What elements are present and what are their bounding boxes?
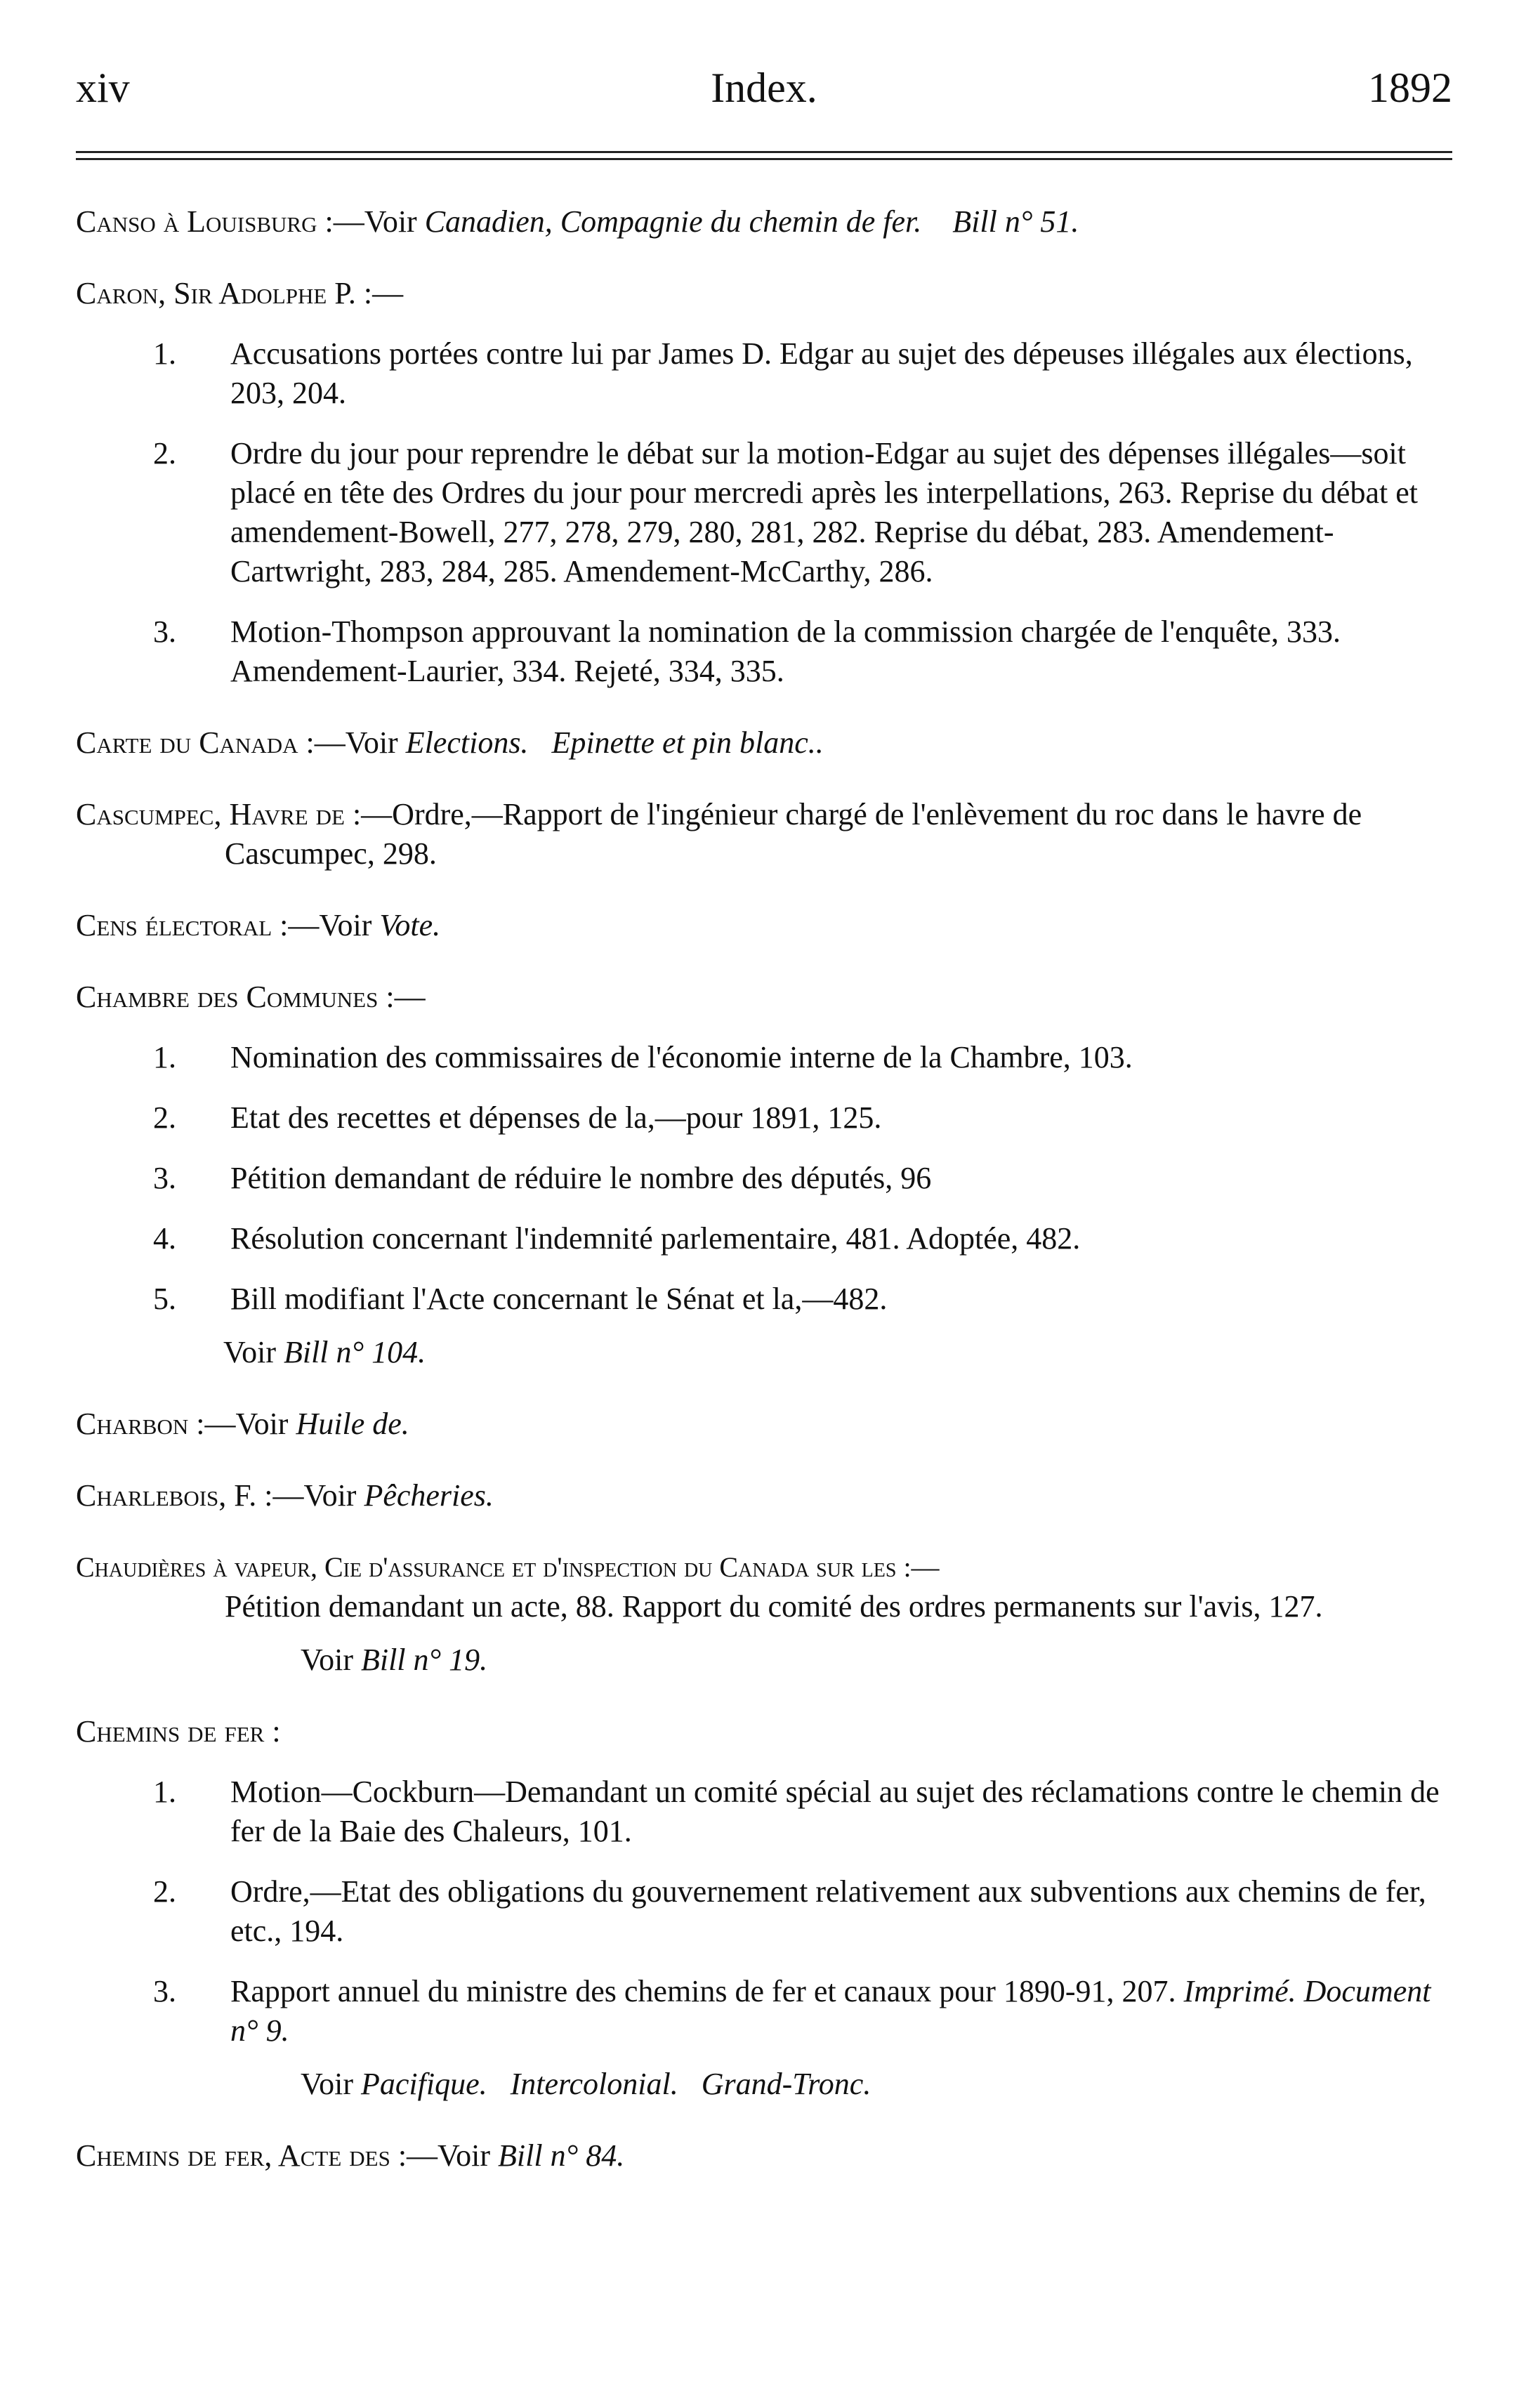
- list-item: [76, 1038, 1452, 1077]
- entry-carte: [76, 723, 1452, 763]
- item-text: Pétition demandant de réduire le nombre des députés, 96: [230, 1161, 932, 1195]
- see-also: [76, 1640, 1452, 1680]
- list-item: [76, 1772, 1452, 1851]
- page-header: [76, 67, 1452, 123]
- item-text: Ordre du jour pour reprendre le débat sur la motion-Edgar au sujet des dépenses illégales—soit placé en tête des Ordres du jour pour mercredi après les interpellations, 263. Reprise du débat et amendement-Bowell, 277, 278, 279, 280, 281, 282. Reprise du débat, 283. Amendement-Cartwright, 283, 284, 285. Amendement-McCarthy, 286.: [230, 436, 1418, 588]
- list-item: [76, 1279, 1452, 1319]
- entry-canso: [76, 202, 1452, 242]
- entry-separator: :—: [896, 1551, 940, 1583]
- entry-cens: [76, 906, 1452, 945]
- entry-heading: Carte du Canada: [76, 725, 298, 760]
- entry-separator: :—Voir: [272, 908, 380, 942]
- entry-heading: Chemins de fer: [76, 1714, 265, 1749]
- entry-heading: Charbon: [76, 1407, 189, 1441]
- entry-heading: Chemins de fer, Acte des: [76, 2138, 390, 2173]
- item-number: 3.: [153, 614, 176, 649]
- item-text: Rapport annuel du ministre des chemins de fer et canaux pour 1890-91, 207.: [230, 1974, 1176, 2008]
- entry-separator: :—Voir: [390, 2138, 499, 2173]
- item-number: 2.: [153, 436, 176, 471]
- index-page: [76, 67, 1452, 2208]
- entry-heading: Charlebois, F.: [76, 1478, 257, 1513]
- list-item: [76, 1159, 1452, 1198]
- cross-reference: Vote.: [379, 908, 441, 942]
- entry-text: :—Ordre,—Rapport de l'ingénieur chargé de l'enlèvement du roc dans le havre de Cascumpec, 298.: [225, 797, 1362, 871]
- item-text: Bill modifiant l'Acte concernant le Sénat et la,—482.: [230, 1282, 888, 1316]
- entry-heading: Caron, Sir Adolphe P.: [76, 276, 356, 310]
- item-number: 3.: [153, 1161, 176, 1195]
- item-number: 2.: [153, 1100, 176, 1135]
- list-item: [76, 434, 1452, 591]
- entry-heading: Chambre des Communes: [76, 980, 379, 1014]
- item-text: Nomination des commissaires de l'économie interne de la Chambre, 103.: [230, 1040, 1133, 1074]
- entry-separator: :—: [355, 276, 404, 310]
- bill-reference: Bill n° 84.: [498, 2138, 625, 2173]
- page-title: Index.: [711, 65, 817, 111]
- cross-reference: Elections.: [405, 725, 529, 760]
- cross-reference: Epinette et pin blanc..: [551, 725, 824, 760]
- entry-separator: :—Voir: [298, 725, 406, 760]
- entry-caron: [76, 274, 1452, 691]
- entry-charlebois: [76, 1476, 1452, 1515]
- page-year: 1892: [1368, 65, 1452, 111]
- entry-separator: :—: [378, 980, 426, 1014]
- list-item: [76, 1872, 1452, 1951]
- entry-heading: Canso à Louisburg: [76, 204, 317, 239]
- list-item: [76, 1219, 1452, 1258]
- bill-reference: Bill n° 19.: [360, 1643, 488, 1677]
- item-number: 1.: [153, 336, 176, 371]
- list-item: [76, 1972, 1452, 2051]
- cross-reference: Huile de.: [296, 1407, 409, 1441]
- entry-heading: Cascumpec, Havre de: [76, 797, 345, 831]
- see-label: Voir: [301, 1643, 361, 1677]
- entry-text: [76, 1587, 1452, 1626]
- entry-chaudieres: [76, 1548, 1452, 1680]
- double-rule: [76, 151, 1452, 160]
- cross-reference: Canadien, Compagnie du chemin de fer.: [424, 204, 922, 239]
- item-number: 1.: [153, 1775, 176, 1809]
- entry-separator: :: [264, 1714, 281, 1749]
- entry-chemins: [76, 1712, 1452, 2104]
- cross-reference: Intercolonial.: [510, 2067, 678, 2101]
- entry-separator: :—Voir: [256, 1478, 364, 1513]
- list-item: [76, 334, 1452, 413]
- bill-reference: Bill n° 104.: [283, 1335, 426, 1369]
- list-item: [76, 1098, 1452, 1138]
- page-number: xiv: [76, 65, 130, 111]
- item-text: Accusations portées contre lui par James D. Edgar au sujet des dépeuses illégales aux élections, 203, 204.: [230, 336, 1413, 410]
- entry-heading: Chaudières à vapeur, Cie d'assurance et d'inspection du Canada sur les: [76, 1551, 897, 1583]
- list-item: [76, 612, 1452, 691]
- item-number: 2.: [153, 1874, 176, 1909]
- entry-heading: Cens électoral: [76, 908, 272, 942]
- entry-charbon: [76, 1404, 1452, 1444]
- item-text: Pétition demandant un acte, 88. Rapport du comité des ordres permanents sur l'avis, 127.: [225, 1589, 1323, 1624]
- entry-separator: :—Voir: [188, 1407, 296, 1441]
- entry-chemins-acte: [76, 2136, 1452, 2176]
- entry-cascumpec: [76, 795, 1452, 874]
- item-number: 5.: [153, 1282, 176, 1316]
- see-label: Voir: [301, 2067, 361, 2101]
- cross-reference: Pêcheries.: [364, 1478, 494, 1513]
- entry-separator: :—Voir: [317, 204, 425, 239]
- bill-reference: Bill n° 51.: [952, 204, 1079, 239]
- item-text: Résolution concernant l'indemnité parlementaire, 481. Adoptée, 482.: [230, 1221, 1081, 1256]
- item-text: Motion—Cockburn—Demandant un comité spécial au sujet des réclamations contre le chemin de fer de la Baie des Chaleurs, 101.: [230, 1775, 1440, 1848]
- item-number: 4.: [153, 1221, 176, 1256]
- entry-chambre: [76, 978, 1452, 1372]
- document-reference: Imprimé. Document n° 9.: [230, 1974, 1431, 2048]
- item-text: Etat des recettes et dépenses de la,—pour 1891, 125.: [230, 1100, 882, 1135]
- see-label: Voir: [223, 1335, 284, 1369]
- cross-reference: Pacifique.: [360, 2067, 487, 2101]
- item-text: Motion-Thompson approuvant la nomination de la commission chargée de l'enquête, 333. Amendement-Laurier, 334. Rejeté, 334, 335.: [230, 614, 1341, 688]
- see-also: [76, 1333, 1452, 1372]
- item-number: 1.: [153, 1040, 176, 1074]
- cross-reference: Grand-Tronc.: [701, 2067, 871, 2101]
- item-number: 3.: [153, 1974, 176, 2008]
- see-also: [76, 2065, 1452, 2104]
- item-text: Ordre,—Etat des obligations du gouvernement relativement aux subventions aux chemins de fer, etc., 194.: [230, 1874, 1426, 1948]
